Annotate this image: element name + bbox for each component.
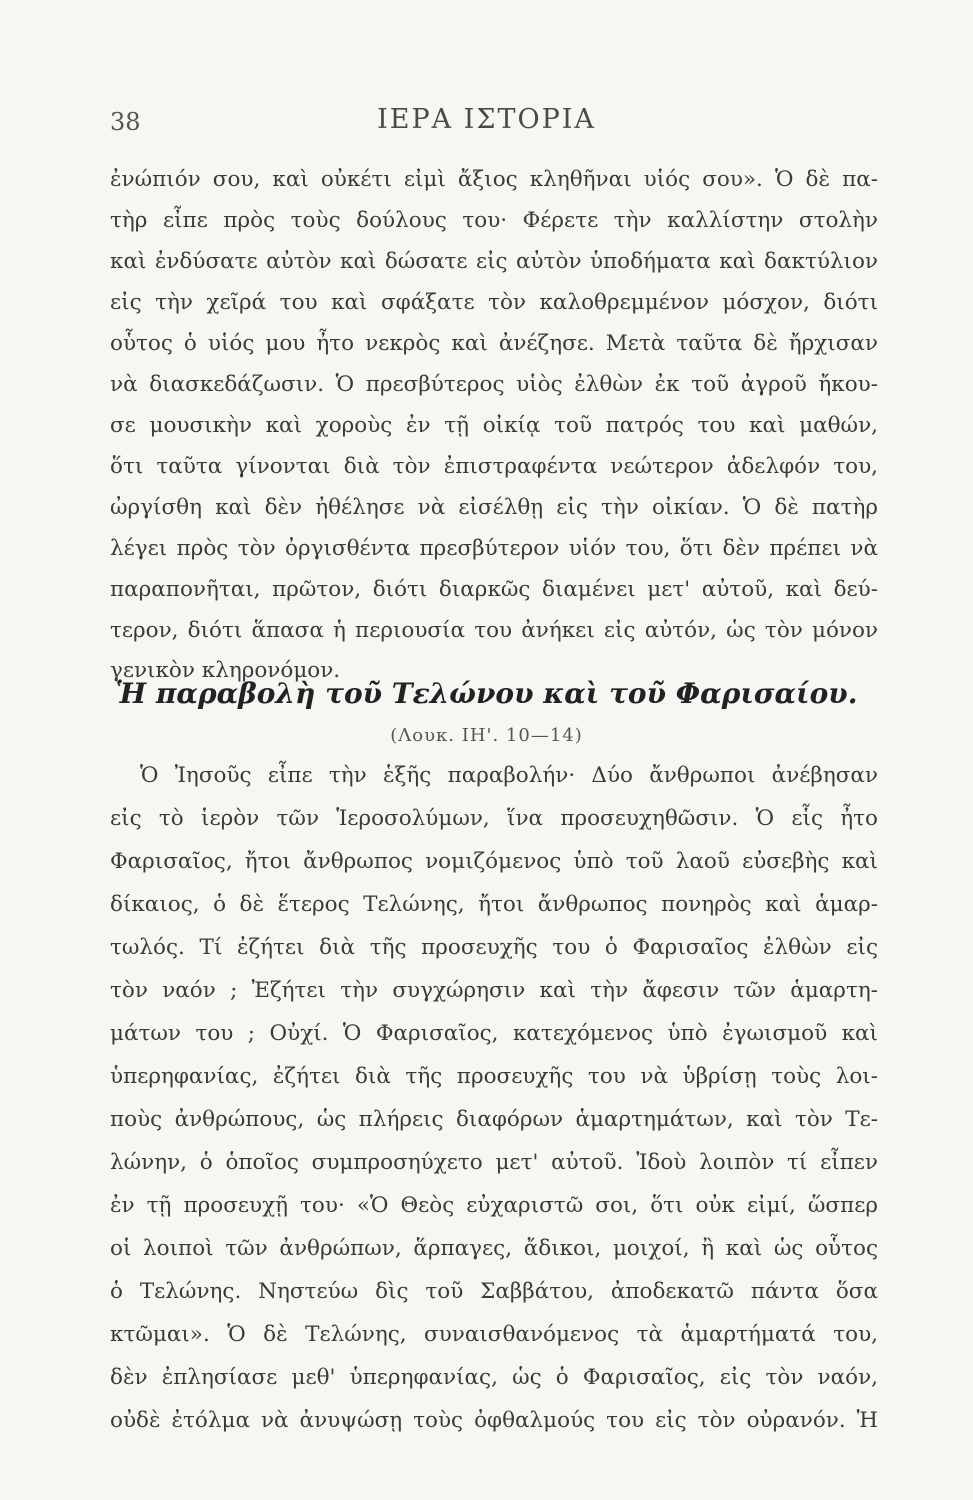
text-line: οὗτος ὁ υἱός μου ἦτο νεκρὸς καὶ ἀνέζησε. Μετὰ ταῦτα δὲ ἤρχισαν (110, 331, 878, 356)
text-line: τὸν ναόν ; Ἐζήτει τὴν συγχώρησιν καὶ τὴν ἄφεσιν τῶν ἁμαρτη- (110, 978, 878, 1003)
text-line: τὴρ εἶπε πρὸς τοὺς δούλους του· Φέρετε τὴν καλλίστην στολὴν (110, 208, 878, 233)
text-line: ὅτι ταῦτα γίνονται διὰ τὸν ἐπιστραφέντα νεώτερον ἀδελφόν του, (110, 454, 878, 479)
text-line: παραπονῆται, πρῶτον, διότι διαρκῶς διαμένει μετ' αὐτοῦ, καὶ δεύ- (110, 577, 878, 602)
text-line: ἐνώπιόν σου, καὶ οὐκέτι εἰμὶ ἄξιος κληθῆναι υἱός σου». Ὁ δὲ πα- (110, 167, 878, 192)
page-number: 38 (110, 108, 141, 136)
text-line: λέγει πρὸς τὸν ὀργισθέντα πρεσβύτερον υἱόν του, ὅτι δὲν πρέπει νὰ (110, 536, 878, 561)
text-line: κτῶμαι». Ὁ δὲ Τελώνης, συναισθανόμενος τὰ ἁμαρτήματά του, (110, 1322, 878, 1347)
text-line: καὶ ἐνδύσατε αὐτὸν καὶ δώσατε εἰς αὐτὸν ὑποδήματα καὶ δακτύλιον (110, 249, 878, 274)
text-line: νὰ διασκεδάζωσιν. Ὁ πρεσβύτερος υἱὸς ἐλθὼν ἐκ τοῦ ἀγροῦ ἤκου- (110, 372, 878, 397)
text-line: ὑπερηφανίας, ἐζήτει διὰ τῆς προσευχῆς του νὰ ὑβρίσῃ τοὺς λοι- (110, 1064, 878, 1089)
text-line: οἱ λοιποὶ τῶν ἀνθρώπων, ἅρπαγες, ἄδικοι, μοιχοί, ἢ καὶ ὡς οὗτος (110, 1236, 878, 1261)
text-line: εἰς τὸ ἱερὸν τῶν Ἱεροσολύμων, ἵνα προσευχηθῶσιν. Ὁ εἷς ἦτο (110, 806, 878, 831)
text-line: ὁ Τελώνης. Νηστεύω δὶς τοῦ Σαββάτου, ἀποδεκατῶ πάντα ὅσα (110, 1279, 878, 1304)
text-line: λώνην, ὁ ὁποῖος συμπροσηύχετο μετ' αὐτοῦ. Ἰδοὺ λοιπὸν τί εἶπεν (110, 1150, 878, 1175)
text-line: γενικὸν κληρονόμον. (110, 658, 341, 683)
text-line: τωλός. Τί ἐζήτει διὰ τῆς προσευχῆς του ὁ Φαρισαῖος ἐλθὼν εἰς (110, 935, 878, 960)
text-line: εἰς τὴν χεῖρά του καὶ σφάξατε τὸν καλοθρεμμένον μόσχον, διότι (110, 290, 878, 315)
text-line: οὐδὲ ἐτόλμα νὰ ἀνυψώσῃ τοὺς ὀφθαλμούς του εἰς τὸν οὐρανόν. Ἡ (110, 1408, 878, 1433)
text-line: μάτων του ; Οὐχί. Ὁ Φαρισαῖος, κατεχόμενος ὑπὸ ἐγωισμοῦ καὶ (110, 1021, 878, 1046)
text-line: δὲν ἐπλησίασε μεθ' ὑπερηφανίας, ὡς ὁ Φαρισαῖος, εἰς τὸν ναόν, (110, 1365, 878, 1390)
text-line: Φαρισαῖος, ἤτοι ἄνθρωπος νομιζόμενος ὑπὸ τοῦ λαοῦ εὐσεβὴς καὶ (110, 849, 878, 874)
text-line: ὠργίσθη καὶ δὲν ἠθέλησε νὰ εἰσέλθῃ εἰς τὴν οἰκίαν. Ὁ δὲ πατὴρ (110, 495, 878, 520)
text-line: ἐν τῇ προσευχῇ του· «Ὁ Θεὸς εὐχαριστῶ σοι, ὅτι οὐκ εἰμί, ὥσπερ (110, 1193, 878, 1218)
section-reference: (Λουκ. ΙΗ'. 10—14) (390, 725, 583, 746)
text-line: δίκαιος, ὁ δὲ ἕτερος Τελώνης, ἤτοι ἄνθρωπος πονηρὸς καὶ ἁμαρ- (110, 892, 878, 917)
section-title: Ἡ παραβολὴ τοῦ Τελώνου καὶ τοῦ Φαρισαίου. (115, 677, 858, 710)
text-line: σε μουσικὴν καὶ χοροὺς ἐν τῇ οἰκίᾳ τοῦ πατρός του καὶ μαθών, (110, 413, 878, 438)
text-line: Ὁ Ἰησοῦς εἶπε τὴν ἑξῆς παραβολήν· Δύο ἄνθρωποι ἀνέβησαν (140, 763, 878, 788)
text-line: ποὺς ἀνθρώπους, ὡς πλήρεις διαφόρων ἁμαρτημάτων, καὶ τὸν Τε- (110, 1107, 878, 1132)
text-line: τερον, διότι ἅπασα ἡ περιουσία του ἀνήκει εἰς αὐτόν, ὡς τὸν μόνον (110, 618, 878, 643)
running-title: ΙΕΡΑ ΙΣΤΟΡΙΑ (377, 104, 596, 135)
